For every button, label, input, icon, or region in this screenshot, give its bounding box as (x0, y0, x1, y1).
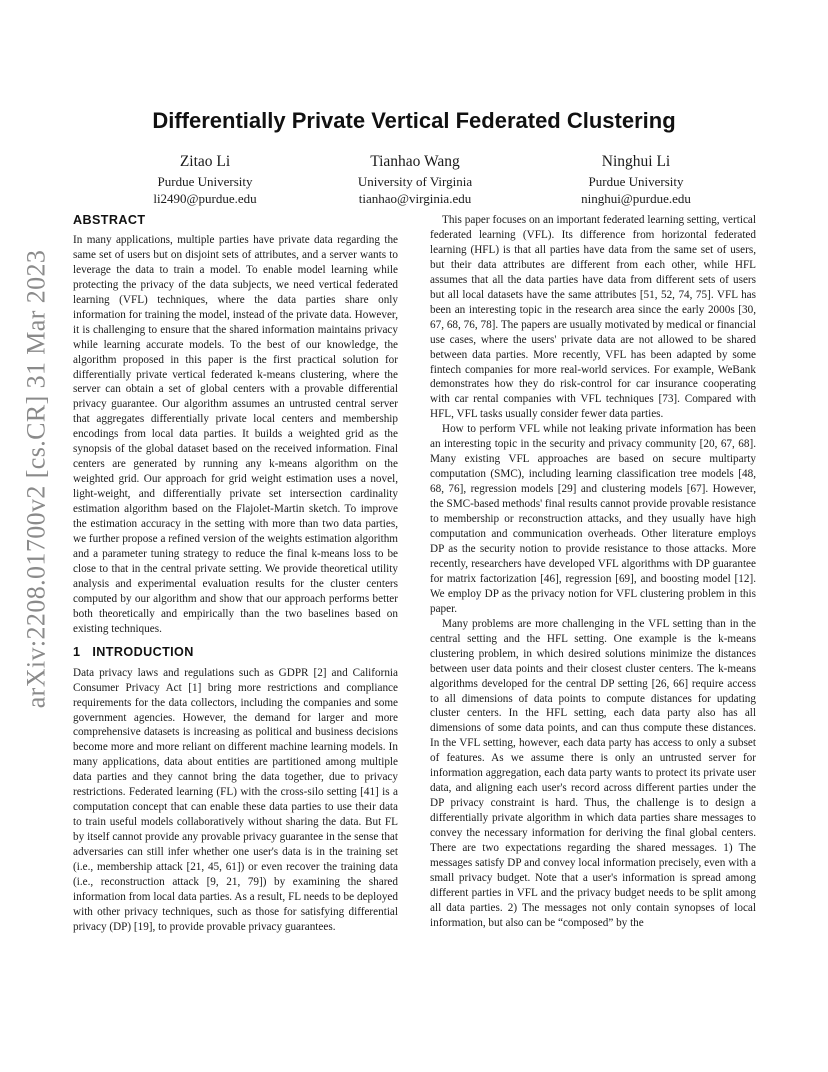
intro-paragraph-1: Data privacy laws and regulations such as GDPR [2] and California Consumer Privacy Act [1] bring more restrictions and compliance requirements for the data collectors, including the companies and some government agencies. However, the demand for larger and more comprehensive datasets is increasing as political and business decisions become more and more reliant on different machine learning models. In many applications, data about entities are partitioned among multiple data parties and they cannot bring the data together, due to privacy restrictions. Federated learning (FL) with the cross-silo setting [41] is a computation concept that can enable these data parties to use their data to train useful models collaboratively without sharing the data. But FL by itself cannot provide any provable privacy guarantee in the sense that adversaries can still infer whether one user's data is in the training set (i.e., membership attack [21, 45, 61]) or even recover the training data (i.e., reconstruction attack [9, 21, 79]) by examining the shared information from local data parties. As a result, FL needs to be deployed with other privacy techniques, such as those for satisfying differential privacy (DP) [19], to provide provable privacy guarantees. (73, 666, 398, 933)
arxiv-identifier-text: arXiv:2208.01700v2 [cs.CR] 31 Mar 2023 (21, 249, 51, 709)
author-affiliation: Purdue University (588, 174, 684, 189)
author-1 (95, 152, 315, 207)
author-name: Zitao Li (179, 153, 231, 170)
author-3 (526, 152, 746, 207)
author-affiliation: Purdue University (157, 174, 253, 189)
author-email: li2490@purdue.edu (153, 191, 257, 206)
intro-paragraph-2: This paper focuses on an important federated learning setting, vertical federated learning (VFL). Its difference from horizontal federated learning (HFL) is that all parties have data from the same set of users, but their data attributes are different from each other, while HFL assumes that all the data parties have data from different sets of users but all local datasets have the same attributes [51, 52, 74, 75]. VFL has been an interesting topic in the research area since the early 2000s [30, 67, 68, 76, 78]. The papers are usually motivated by medical or financial use cases, where the users' private data are not allowed to be shared between data parties. More recently, VFL has been adapted by some fintech companies for more real-world services. For example, WeBank demonstrates how they do risk-control for car insurance cooperating with car rental companies with VFL techniques [73]. Compared with HFL, VFL tasks usually consider fewer data parties. (430, 214, 756, 421)
author-email: ninghui@purdue.edu (581, 191, 691, 206)
arxiv-identifier (6, 249, 66, 709)
left-column (73, 213, 398, 935)
author-name: Ninghui Li (601, 153, 671, 170)
author-affiliation: University of Virginia (357, 174, 473, 189)
author-2 (305, 152, 525, 207)
author-name: Tianhao Wang (370, 153, 460, 170)
abstract-text: In many applications, multiple parties have private data regarding the same set of users but on disjoint sets of attributes, and a server wants to leverage the data to train a model. To enable model learning while protecting the privacy of the data subjects, we need vertical federated learning (VFL) techniques, where the data parties share only information for training the model, instead of the private data. However, it is challenging to ensure that the shared information maintains privacy while learning accurate models. To the best of our knowledge, the algorithm proposed in this paper is the first practical solution for differentially private vertical federated k-means clustering, where the server can obtain a set of global centers with a provable differential privacy guarantee. Our algorithm assumes an untrusted central server that aggregates differentially private local centers and membership encodings from local data parties. It builds a weighted grid as the synopsis of the global dataset based on the received information. Final centers are generated by running any k-means algorithm on the weighted grid. Our approach for grid weight estimation uses a novel, light-weight, and differentially private set intersection cardinality estimation algorithm based on the Flajolet-Martin sketch. To improve the estimation accuracy in the setting with more than two data parties, we further propose a refined version of the weights estimation algorithm and a parameter tuning strategy to reduce the final k-means loss to be close to that in the central private setting. We provide theoretical utility analysis and experimental evaluation results for the cluster centers computed by our algorithm and show that our approach performs better both theoretically and empirically than the two baselines based on existing techniques. (73, 233, 398, 635)
intro-paragraph-4: Many problems are more challenging in the VFL setting than in the central setting and the HFL setting. One example is the k-means clustering problem, in which desired solutions minimize the distances between user data points and their closest cluster centers. The k-means algorithms developed for the central DP setting [26, 66] require access to all dimensions of data points to compute distances for updating cluster centers. In the HFL setting, each data party also has all dimensions of some data points, and can thus compute these distances. In the VFL setting, however, each data party has access to only a subset of features. As we assume there is only an untrusted server for information aggregation, each data party wants to protect its private user data, and aligning each user's record across different parties under the DP privacy constraint is hard. Thus, the challenge is to design a differentially private algorithm in which data parties share messages to convey the necessary information for deriving the final global centers. There are two expectations regarding the shared messages. 1) The messages satisfy DP and convey local information precisely, even with a small privacy budget. Note that a user's information is spread among different parties in VFL and the privacy budget needs to be split among all data parties. 2) The messages not only contain synopses of local information, but also can be “composed” by the (430, 617, 756, 929)
intro-paragraph-3: How to perform VFL while not leaking private information has been an interesting topic in the security and privacy community [20, 67, 68]. Many existing VFL approaches are based on secure multiparty computation (SMC), including learning classification tree models [48, 68, 76], regression models [29] and clustering models [67]. However, the SMC-based methods' final results cannot provide provable resistance to membership or reconstruction attacks, and they usually have high computation and communication overheads. Other literature employs DP as the security notion to provide resistance to those attacks. More recently, researchers have developed VFL algorithms with DP guarantee for matrix factorization [46], regression [69], and boosting model [12]. We employ DP as the privacy notion for VFL clustering problem in this paper. (430, 423, 756, 615)
paper-title: Differentially Private Vertical Federated Clustering (152, 108, 676, 133)
section-title: INTRODUCTION (92, 644, 194, 659)
right-column (430, 213, 756, 931)
author-email: tianhao@virginia.edu (358, 191, 472, 206)
abstract-heading: ABSTRACT (73, 213, 146, 227)
introduction-heading (73, 645, 398, 660)
section-number: 1 (73, 644, 81, 659)
